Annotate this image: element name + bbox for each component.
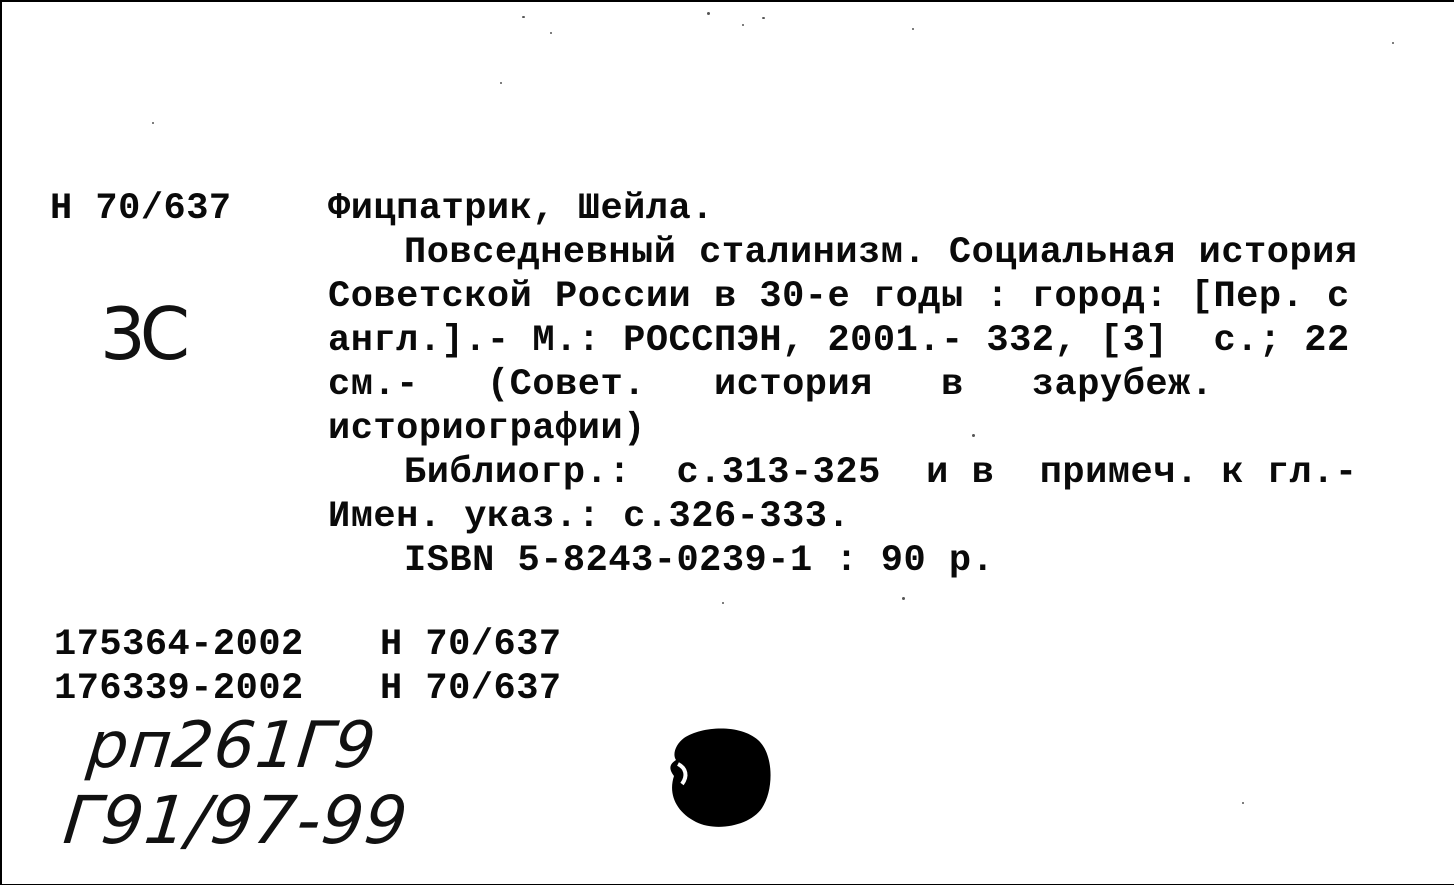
title-line: Повседневный сталинизм. Социальная история bbox=[404, 232, 1358, 274]
scan-speck bbox=[902, 597, 905, 600]
scan-speck bbox=[972, 434, 975, 437]
scan-speck bbox=[762, 17, 765, 19]
scan-speck bbox=[550, 32, 552, 34]
handwritten-mark: 3С bbox=[100, 292, 185, 376]
scan-speck bbox=[742, 24, 744, 26]
title-line: Советской России в 30-е годы : город: [Пер. с bbox=[328, 276, 1350, 318]
scan-speck bbox=[1242, 802, 1244, 804]
inventory-shelf: Н 70/637 bbox=[380, 668, 562, 710]
scan-speck bbox=[152, 122, 154, 124]
handwritten-note: Г91/97-99 bbox=[60, 782, 412, 859]
punch-hole-icon bbox=[662, 724, 776, 834]
title-line: историографии) bbox=[328, 408, 646, 450]
title-line: англ.].- М.: РОССПЭН, 2001.- 332, [3] с.; 22 bbox=[328, 320, 1350, 362]
scan-speck bbox=[500, 82, 502, 84]
scan-speck bbox=[707, 12, 710, 15]
call-number: Н 70/637 bbox=[50, 188, 232, 230]
isbn-line: ISBN 5-8243-0239-1 : 90 р. bbox=[404, 540, 995, 582]
notes-line: Библиогр.: с.313-325 и в примеч. к гл.- bbox=[404, 452, 1358, 494]
notes-line: Имен. указ.: с.326-333. bbox=[328, 496, 851, 538]
inventory-number: 175364-2002 bbox=[54, 624, 304, 666]
author: Фицпатрик, Шейла. bbox=[328, 188, 714, 230]
scan-speck bbox=[522, 16, 525, 18]
scan-speck bbox=[722, 602, 724, 604]
title-line: см.- (Совет. история в зарубеж. bbox=[328, 364, 1214, 406]
scan-speck bbox=[1392, 42, 1394, 44]
inventory-number: 176339-2002 bbox=[54, 668, 304, 710]
handwritten-note: рп261Г9 bbox=[84, 709, 380, 783]
inventory-shelf: Н 70/637 bbox=[380, 624, 562, 666]
scan-speck bbox=[912, 28, 914, 30]
